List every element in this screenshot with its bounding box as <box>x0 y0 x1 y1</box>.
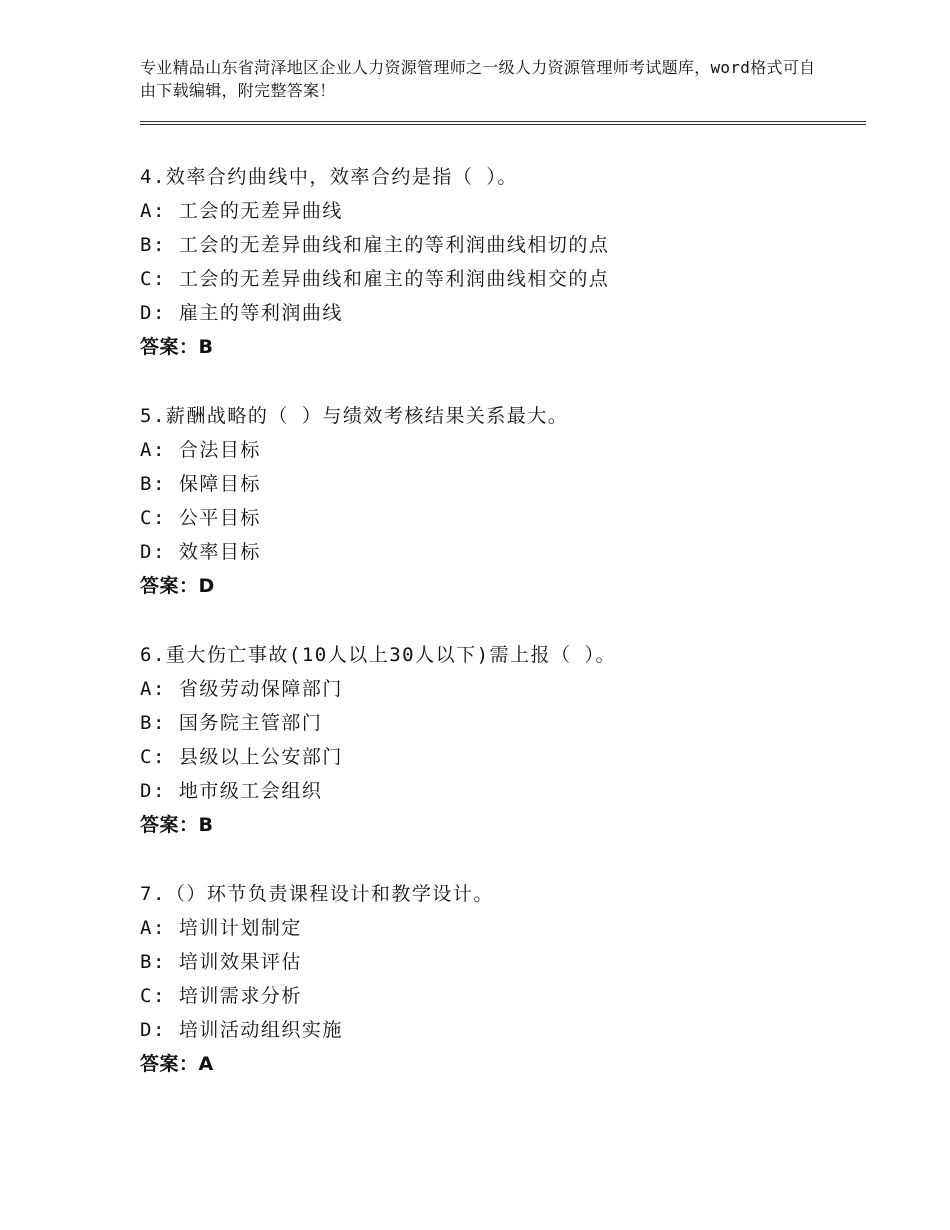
question-stem: 7.（）环节负责课程设计和教学设计。 <box>140 883 494 905</box>
question-block <box>140 399 860 603</box>
question-block <box>140 160 860 364</box>
document-title: 专业精品山东省菏泽地区企业人力资源管理师之一级人力资源管理师考试题库，word格式可自由下载编辑，附完整答案！ <box>140 58 816 100</box>
answer-line: 答案：B <box>140 814 214 836</box>
option-b: B: 培训效果评估 <box>140 951 302 973</box>
question-stem: 4.效率合约曲线中，效率合约是指（ ）。 <box>140 166 518 188</box>
question-stem: 6.重大伤亡事故(10人以上30人以下)需上报（ ）。 <box>140 644 616 666</box>
option-c: C: 公平目标 <box>140 507 261 529</box>
option-b: B: 工会的无差异曲线和雇主的等利润曲线相切的点 <box>140 234 610 256</box>
option-a: A: 合法目标 <box>140 439 261 461</box>
option-d: D: 地市级工会组织 <box>140 780 323 802</box>
question-block <box>140 638 860 842</box>
option-a: A: 工会的无差异曲线 <box>140 200 343 222</box>
answer-line: 答案：A <box>140 1053 214 1075</box>
document-header <box>140 56 820 102</box>
option-a: A: 培训计划制定 <box>140 917 302 939</box>
question-stem: 5.薪酬战略的（ ）与绩效考核结果关系最大。 <box>140 405 569 427</box>
option-b: B: 保障目标 <box>140 473 261 495</box>
header-divider-top <box>140 121 866 122</box>
question-block <box>140 877 860 1081</box>
option-c: C: 工会的无差异曲线和雇主的等利润曲线相交的点 <box>140 268 610 290</box>
option-b: B: 国务院主管部门 <box>140 712 323 734</box>
answer-line: 答案：D <box>140 575 215 597</box>
option-c: C: 培训需求分析 <box>140 985 302 1007</box>
header-divider-bottom <box>140 124 866 125</box>
answer-line: 答案：B <box>140 336 214 358</box>
option-a: A: 省级劳动保障部门 <box>140 678 343 700</box>
option-d: D: 效率目标 <box>140 541 261 563</box>
option-c: C: 县级以上公安部门 <box>140 746 343 768</box>
option-d: D: 雇主的等利润曲线 <box>140 302 343 324</box>
option-d: D: 培训活动组织实施 <box>140 1019 343 1041</box>
